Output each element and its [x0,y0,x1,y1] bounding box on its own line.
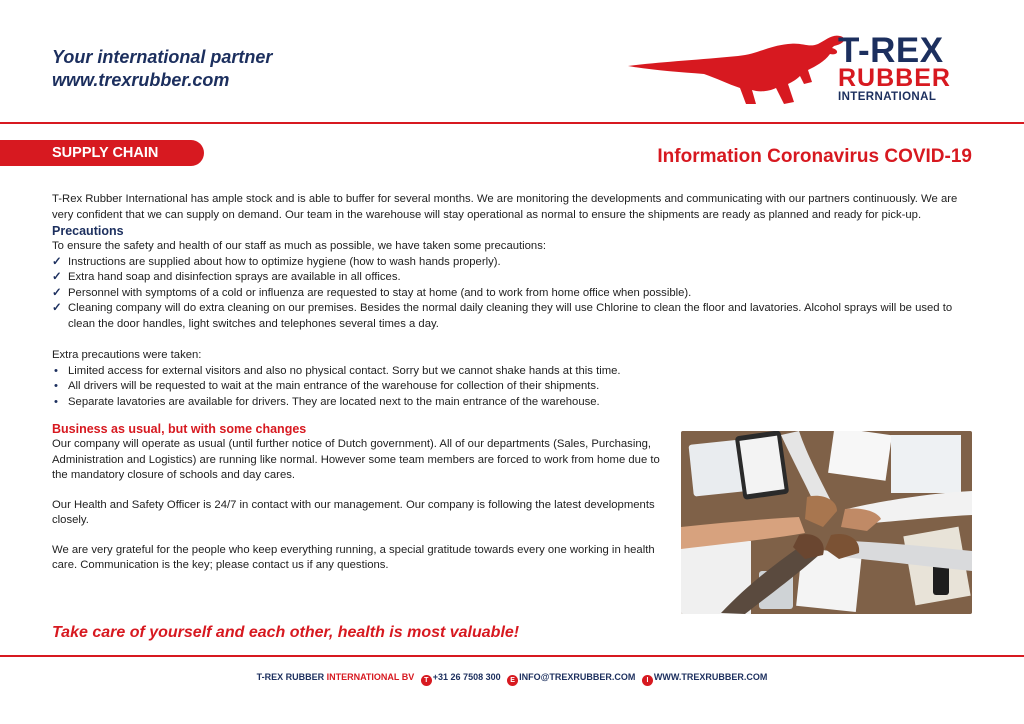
list-item-text: Instructions are supplied about how to optimize hygiene (how to wash hands properly). [68,255,501,268]
website-text: www.trexrubber.com [52,70,230,90]
bullet-icon: • [54,395,58,408]
phone-icon: T [421,675,432,686]
web-icon: I [642,675,653,686]
list-item [52,395,972,411]
checkmark-icon: ✓ [52,255,62,268]
logo-line-1: T-REX [838,31,944,70]
bullet-icon: • [54,380,58,392]
logo-line-2: RUBBER [838,64,951,92]
business-heading: Business as usual, but with some changes [52,422,307,436]
precautions-list [52,255,972,333]
list-item [52,255,972,271]
list-item [52,286,972,302]
list-item-text: Cleaning company will do extra cleaning on our premises. Besides the normal daily cleaning they will use Chlorine to clean the floor and lavatories. Alcohol sprays will be used to clean the door handles, light switches and telephones several times a day. [68,302,953,330]
business-paragraph-1: Our company will operate as usual (until further notice of Dutch government). All of our departments (Sales, Purchasing, Administration and Logistics) are running like normal. However some team members are forced to work from home due to the mandatory closure of schools and day cares. [52,438,660,481]
business-paragraph-2: Our Health and Safety Officer is 24/7 in contact with our management. Our company is following the latest developments closely. [52,498,655,526]
business-paragraph-3: We are very grateful for the people who keep everything running, a special gratitude towards every one working in health care. Communication is the key; please contact us if any questions. [52,543,655,571]
list-item-text: Limited access for external visitors and also no physical contact. Sorry but we cannot shake hands at this time. [68,364,621,377]
precautions-lead: To ensure the safety and health of our staff as much as possible, we have taken some precautions: [52,240,547,252]
page-title: Information Coronavirus COVID-19 [657,146,972,167]
slogan: Take care of yourself and each other, health is most valuable! [52,624,520,641]
section-tag: SUPPLY CHAIN [0,140,204,166]
precautions-heading: Precautions [52,224,124,238]
list-item [52,270,972,286]
extra-precautions-list [52,364,972,411]
extra-precautions-heading: Extra precautions were taken: [52,349,202,361]
checkmark-icon: ✓ [52,271,62,283]
tagline [52,46,272,92]
logo [838,31,978,104]
footer-company-suffix: INTERNATIONAL BV [326,672,415,682]
tagline-text: Your international partner [52,47,273,67]
footer-email[interactable]: INFO@TREXRUBBER.COM [519,672,636,682]
list-item-text: All drivers will be requested to wait at the main entrance of the warehouse for collection of their shipments. [68,380,600,392]
footer-company: T-REX RUBBER [256,672,327,682]
logo-line-3: INTERNATIONAL [838,91,937,103]
footer [0,672,1024,686]
footer-website[interactable]: WWW.TREXRUBBER.COM [653,672,768,682]
list-item [52,379,972,395]
list-item-text: Personnel with symptoms of a cold or influenza are requested to stay at home (and to work from home office when possible). [68,286,692,299]
list-item [52,301,972,332]
bullet-icon: • [54,364,58,377]
checkmark-icon: ✓ [52,286,62,299]
email-icon: E [507,675,518,686]
intro-paragraph: T-Rex Rubber International has ample stock and is able to buffer for several months. We are monitoring the developments and communicating with our partners continuously. We are very confident that we can supply on demand. Our team in the warehouse will stay operational as normal to ensure the shipments are ready as planned and ready for pick-up. [52,193,958,221]
teamwork-photo [681,431,972,614]
footer-phone[interactable]: +31 26 7508 300 [432,672,501,682]
list-item-text: Extra hand soap and disinfection sprays are available in all offices. [68,271,401,283]
checkmark-icon: ✓ [52,302,62,314]
list-item-text: Separate lavatories are available for drivers. They are located next to the main entrance of the warehouse. [68,395,600,408]
header-divider [0,122,1024,124]
footer-divider [0,655,1024,657]
list-item [52,364,972,380]
